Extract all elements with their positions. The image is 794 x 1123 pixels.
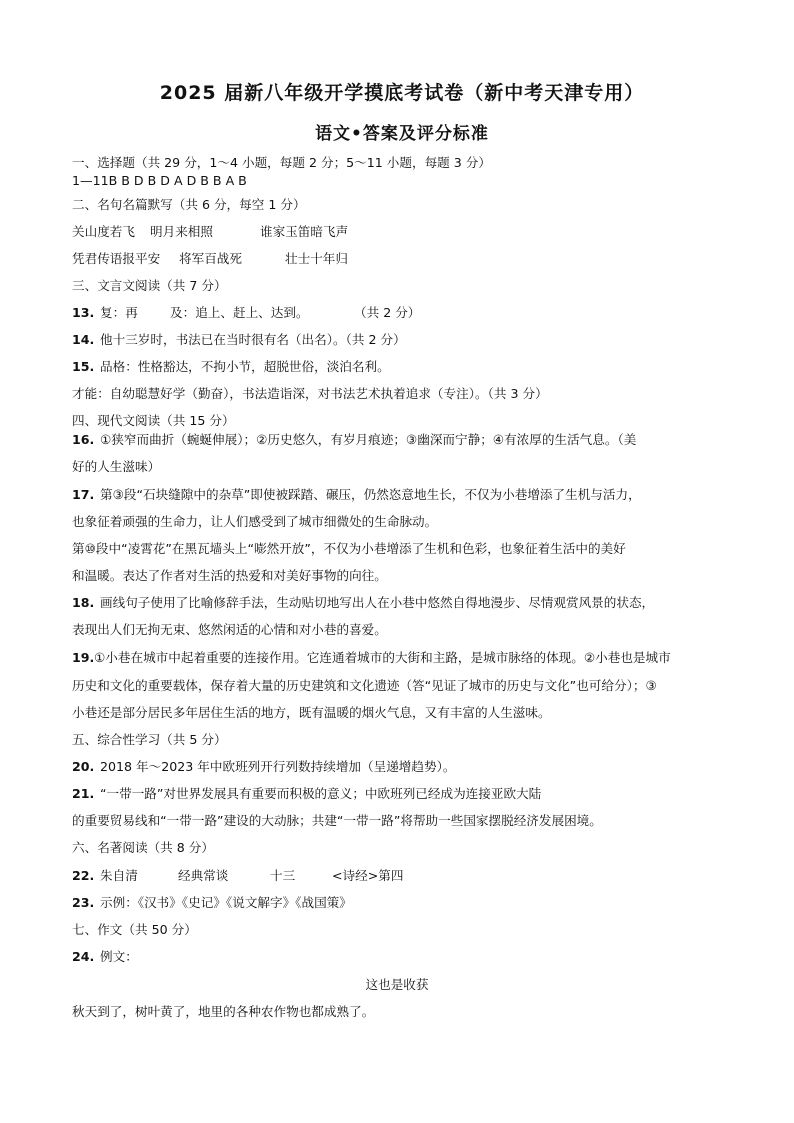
question-number: 23. bbox=[72, 895, 95, 910]
poem-line: 关山度若飞 bbox=[72, 224, 135, 239]
answer-18-continued: 表现出人们无拘无束、悠然闲适的心情和对小巷的喜爱。 bbox=[72, 622, 387, 637]
question-number: 18. bbox=[72, 595, 95, 610]
answer-text: 2018 年～2023 年中欧班列开行列数持续增加（呈递增趋势）。 bbox=[100, 759, 456, 774]
score-note: （共 2 分） bbox=[354, 305, 421, 320]
answer-13 bbox=[72, 305, 420, 321]
answer-16 bbox=[72, 432, 636, 448]
poem-line: 明月来相照 bbox=[150, 224, 213, 239]
answer-text: 画线句子使用了比喻修辞手法，生动贴切地写出人在小巷中悠然自得地漫步、尽情观赏风景的状态， bbox=[100, 595, 655, 610]
question-number: 15. bbox=[72, 359, 95, 374]
answer-19 bbox=[72, 650, 671, 666]
section-1-heading: 一、选择题（共 29 分，1～4 小题，每题 2 分；5～11 小题，每题 3 分） bbox=[72, 155, 491, 170]
question-number: 24. bbox=[72, 949, 95, 964]
question-number: 16. bbox=[72, 432, 95, 447]
page-title: 2025 届新八年级开学摸底考试卷（新中考天津专用） bbox=[159, 82, 645, 104]
essay-title: 这也是收获 bbox=[365, 977, 429, 992]
section-3-heading: 三、文言文阅读（共 7 分） bbox=[72, 278, 227, 293]
answer-17-line-3: 第⑩段中“凌霄花”在黑瓦墙头上“嘭然开放”，不仅为小巷增添了生机和色彩，也象征着生活中的美好 bbox=[72, 541, 626, 556]
question-number: 17. bbox=[72, 487, 95, 502]
answer-text: ①小巷在城市中起着重要的连接作用。它连通着城市的大街和主路，是城市脉络的体现。②小巷也是城市 bbox=[94, 650, 671, 665]
poem-line: 壮士十年归 bbox=[285, 251, 348, 266]
question-number: 22. bbox=[72, 868, 95, 883]
answer-text: 示例：《汉书》《史记》《说文解字》《战国策》 bbox=[100, 895, 352, 910]
answer-item: 经典常谈 bbox=[178, 868, 229, 883]
answer-text: 品格：性格豁达，不拘小节，超脱世俗，淡泊名利。 bbox=[100, 359, 390, 374]
question-number: 13. bbox=[72, 305, 95, 320]
answer-item: <诗经>第四 bbox=[332, 868, 404, 883]
poem-line: 谁家玉笛暗飞声 bbox=[260, 224, 349, 239]
section-5-heading: 五、综合性学习（共 5 分） bbox=[72, 732, 227, 747]
answer-item: 朱自清 bbox=[100, 868, 138, 883]
answer-23 bbox=[72, 895, 352, 911]
section-2-row-1 bbox=[72, 224, 348, 240]
question-number: 21. bbox=[72, 786, 95, 801]
essay-paragraph: 秋天到了，树叶黄了，地里的各种农作物也都成熟了。 bbox=[72, 1004, 375, 1019]
answer-20 bbox=[72, 759, 455, 775]
answer-text: “一带一路”对世界发展具有重要而积极的意义；中欧班列已经成为连接亚欧大陆 bbox=[100, 786, 542, 801]
answer-19-line-2: 历史和文化的重要载体，保存着大量的历史建筑和文化遗迹（答“见证了城市的历史与文化”也可给分）；③ bbox=[72, 678, 657, 693]
section-2-heading: 二、名句名篇默写（共 6 分，每空 1 分） bbox=[72, 197, 306, 212]
answer-14 bbox=[72, 332, 406, 348]
answer-text: 第③段“石块缝隙中的杂草”即使被踩踏、碾压，仍然恣意地生长，不仅为小巷增添了生机与活力， bbox=[100, 487, 641, 502]
answer-text: 例文： bbox=[100, 949, 138, 964]
answer-item: 十三 bbox=[270, 868, 296, 883]
answer-22 bbox=[72, 868, 403, 884]
answer-text: 他十三岁时，书法已在当时很有名（出名）。（共 2 分） bbox=[100, 332, 406, 347]
answer-17-line-4: 和温暖。表达了作者对生活的热爱和对美好事物的向往。 bbox=[72, 568, 387, 583]
answer-17 bbox=[72, 487, 641, 503]
answer-16-continued: 好的人生滋味） bbox=[72, 459, 161, 474]
poem-line: 将军百战死 bbox=[179, 251, 242, 266]
answer-21-continued: 的重要贸易线和“一带一路”建设的大动脉；共建“一带一路”将帮助一些国家摆脱经济发展困境。 bbox=[72, 813, 602, 828]
answer-text: ①狭窄而曲折（蜿蜒伸展）；②历史悠久，有岁月痕迹；③幽深而宁静；④有浓厚的生活气息。（美 bbox=[100, 432, 637, 447]
poem-line: 凭君传语报平安 bbox=[72, 251, 161, 266]
answer-text: 及：追上、赶上、达到。 bbox=[170, 305, 309, 320]
answer-24 bbox=[72, 949, 138, 965]
section-6-heading: 六、名著阅读（共 8 分） bbox=[72, 840, 214, 855]
page-subtitle: 语文•答案及评分标准 bbox=[315, 124, 489, 144]
answer-15-continued: 才能：自幼聪慧好学（勤奋），书法造诣深，对书法艺术执着追求（专注）。（共 3 分） bbox=[72, 386, 548, 401]
answer-17-line-2: 也象征着顽强的生命力，让人们感受到了城市细微处的生命脉动。 bbox=[72, 514, 438, 529]
section-7-heading: 七、作文（共 50 分） bbox=[72, 922, 197, 937]
section-4-heading: 四、现代文阅读（共 15 分） bbox=[72, 413, 235, 428]
answer-15 bbox=[72, 359, 390, 375]
answer-21 bbox=[72, 786, 541, 802]
question-number: 20. bbox=[72, 759, 95, 774]
question-number: 14. bbox=[72, 332, 95, 347]
section-1-answers: 1—11B B D B D A D B B A B bbox=[72, 173, 247, 188]
section-2-row-2 bbox=[72, 251, 348, 267]
answer-18 bbox=[72, 595, 654, 611]
answer-19-line-3: 小巷还是部分居民多年居住生活的地方，既有温暖的烟火气息，又有丰富的人生滋味。 bbox=[72, 705, 551, 720]
question-number: 19. bbox=[72, 650, 95, 665]
answer-text: 复：再 bbox=[100, 305, 138, 320]
